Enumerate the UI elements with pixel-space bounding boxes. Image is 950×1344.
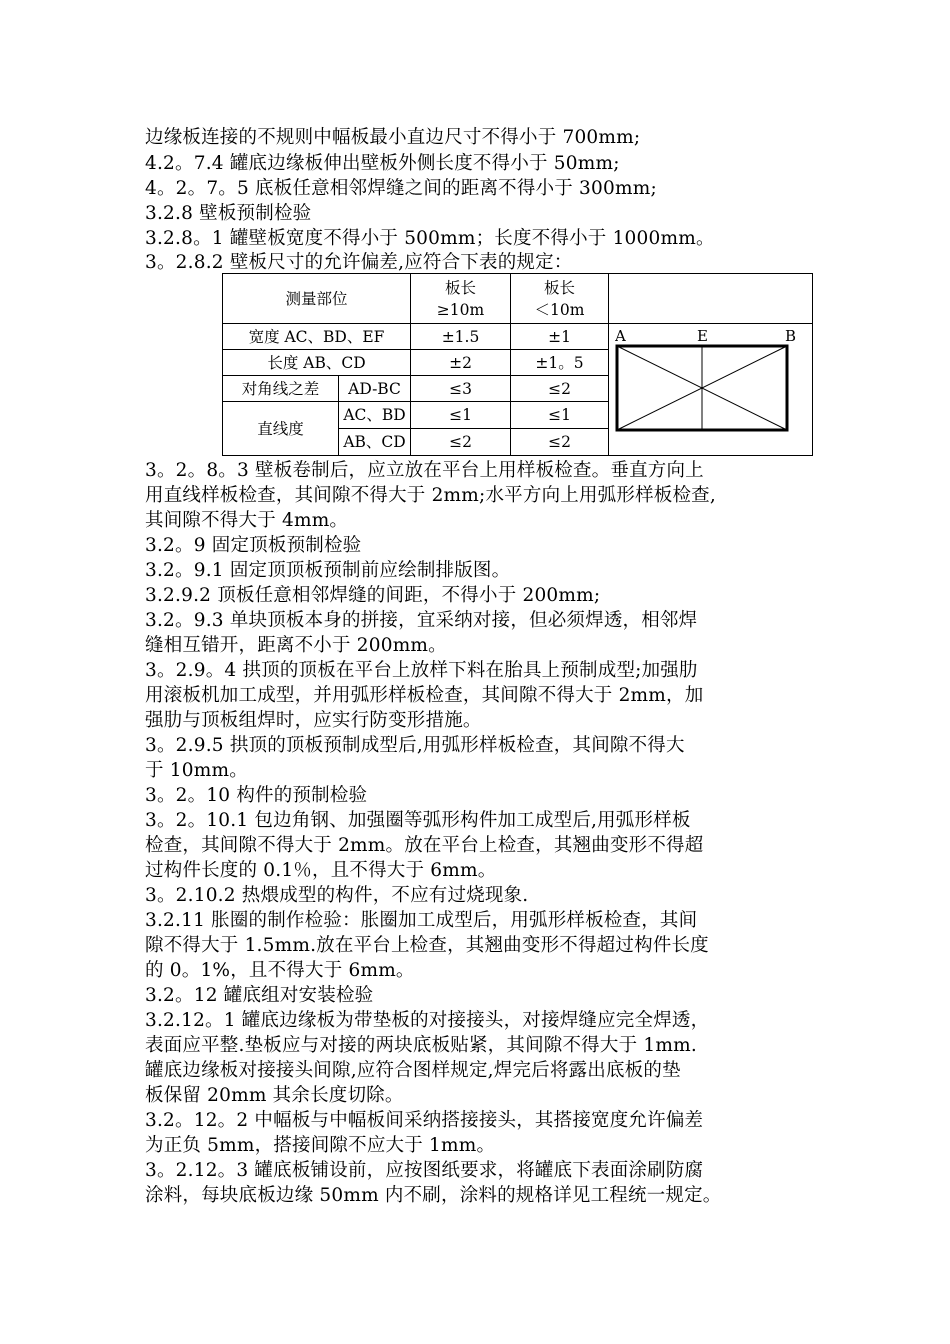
row-straightness-sub: AB、CD: [339, 429, 411, 456]
text-line: 4。2。7。5 底板任意相邻焊缝之间的距离不得小于 300mm;: [145, 178, 657, 199]
text-line: 3.2.9.2 顶板任意相邻焊缝的间距，不得小于 200mm;: [145, 585, 601, 606]
table-cell: ±1: [511, 324, 609, 350]
text-line: 3。2。10.1 包边角钢、加强圈等弧形构件加工成型后,用弧形样板: [145, 810, 691, 831]
section-heading: 3。2。10 构件的预制检验: [145, 785, 368, 806]
text-line: 3。2.10.2 热煨成型的构件，不应有过烧现象.: [145, 885, 529, 906]
text-line: 罐底边缘板对接接头间隙,应符合图样规定,焊完后将露出底板的垫: [145, 1060, 681, 1081]
text-line: 的 0。1%，且不得大于 6mm。: [145, 960, 415, 981]
header-measure-part: 测量部位: [223, 274, 411, 324]
table-cell: ≤2: [411, 429, 511, 456]
header-label: 板长: [544, 278, 576, 297]
diagram-label-b: B: [785, 328, 797, 345]
table-cell: ±2: [411, 350, 511, 376]
text-line: 3.2。12。2 中幅板与中幅板间采纳搭接接头，其搭接宽度允许偏差: [145, 1110, 704, 1131]
text-line: 3.2.11 胀圈的制作检验：胀圈加工成型后，用弧形样板检查，其间: [145, 910, 698, 931]
row-width-label: 宽度 AC、BD、EF: [223, 324, 411, 350]
text-line: 于 10mm。: [145, 760, 248, 781]
text-line: 其间隙不得大于 4mm。: [145, 510, 349, 531]
text-line: 过构件长度的 0.1％，且不得大于 6mm。: [145, 860, 497, 881]
row-diagonal-sub: AD-BC: [339, 376, 411, 402]
text-line: 4.2。7.4 罐底边缘板伸出壁板外侧长度不得小于 50mm;: [145, 153, 620, 174]
text-line: 3.2。9.1 固定顶顶板预制前应绘制排版图。: [145, 560, 511, 581]
text-line: 3.2.12。1 罐底边缘板为带垫板的对接接头，对接焊缝应完全焊透，: [145, 1010, 710, 1031]
text-line: 3。2.8.2 壁板尺寸的允许偏差,应符合下表的规定：: [145, 252, 573, 273]
wall-plate-diagram-cell: [609, 324, 813, 456]
row-straightness-sub: AC、BD: [339, 402, 411, 429]
row-straightness-label: 直线度: [223, 402, 339, 456]
section-heading: 3.2。9 固定顶板预制检验: [145, 535, 362, 556]
text-line: 检查，其间隙不得大于 2mm。放在平台上检查，其翘曲变形不得超: [145, 835, 704, 856]
text-line: 涂料，每块底板边缘 50mm 内不刷，涂料的规格详见工程统一规定。: [145, 1185, 722, 1206]
text-line: 3。2.9.5 拱顶的顶板预制成型后,用弧形样板检查，其间隙不得大: [145, 735, 685, 756]
table-cell: ≤2: [511, 376, 609, 402]
diagram-label-e: E: [697, 328, 708, 345]
text-line: 边缘板连接的不规则中幅板最小直边尺寸不得小于 700mm;: [145, 127, 641, 148]
text-line: 3。2.9。4 拱顶的顶板在平台上放样下料在胎具上预制成型;加强肋: [145, 660, 698, 681]
header-label: 板长: [445, 278, 477, 297]
text-line: 3。2。8。3 壁板卷制后，应立放在平台上用样板检查。垂直方向上: [145, 460, 704, 481]
header-blank: [609, 274, 813, 324]
diagram-label-a: A: [615, 328, 626, 345]
text-line: 3.2。9.3 单块顶板本身的拼接，宜采纳对接，但必须焊透，相邻焊: [145, 610, 698, 631]
table-cell: ±1.5: [411, 324, 511, 350]
text-line: 用直线样板检查，其间隙不得大于 2mm;水平方向上用弧形样板检查,: [145, 485, 716, 506]
section-heading: 3.2.8 壁板预制检验: [145, 203, 312, 224]
text-line: 隙不得大于 1.5mm.放在平台上检查，其翘曲变形不得超过构件长度: [145, 935, 709, 956]
header-sub: ≥10m: [436, 300, 485, 319]
wall-plate-tolerance-table: [222, 273, 813, 456]
text-line: 3.2.8。1 罐壁板宽度不得小于 500mm；长度不得小于 1000mm。: [145, 228, 715, 249]
table-cell: ≤2: [511, 429, 609, 456]
table-cell: ≤1: [411, 402, 511, 429]
row-diagonal-label: 对角线之差: [223, 376, 339, 402]
text-line: 为正负 5mm，搭接间隙不应大于 1mm。: [145, 1135, 496, 1156]
header-length-lt-10m: [511, 274, 609, 324]
header-sub: ＜10m: [534, 300, 585, 319]
table-cell: ≤1: [511, 402, 609, 429]
text-line: 板保留 20mm 其余长度切除。: [145, 1085, 404, 1106]
text-line: 强肋与顶板组焊时，应实行防变形措施。: [145, 710, 482, 731]
text-line: 用滚板机加工成型，并用弧形样板检查，其间隙不得大于 2mm，加: [145, 685, 704, 706]
table-cell: ≤3: [411, 376, 511, 402]
text-line: 缝相互错开，距离不小于 200mm。: [145, 635, 447, 656]
row-length-label: 长度 AB、CD: [223, 350, 411, 376]
section-heading: 3.2。12 罐底组对安装检验: [145, 985, 374, 1006]
header-length-ge-10m: [411, 274, 511, 324]
text-line: 3。2.12。3 罐底板铺设前，应按图纸要求，将罐底下表面涂刷防腐: [145, 1160, 704, 1181]
table-cell: ±1。5: [511, 350, 609, 376]
wall-plate-diagram: [615, 328, 797, 432]
text-line: 表面应平整.垫板应与对接的两块底板贴紧，其间隙不得大于 1mm.: [145, 1035, 697, 1056]
